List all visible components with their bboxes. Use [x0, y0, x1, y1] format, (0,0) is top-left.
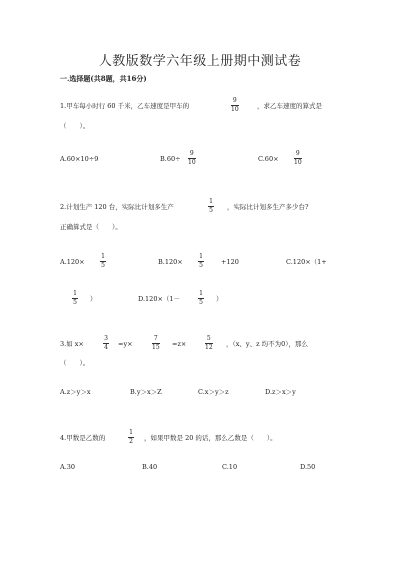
q3-fraction-1	[103, 335, 109, 351]
q3-fraction-3-den: 12	[205, 344, 213, 351]
q2-option-d-fraction	[198, 290, 204, 306]
q4-fraction	[128, 429, 134, 445]
q2-option-a-fraction-num: 1	[101, 253, 105, 260]
q3-option-c[interactable]: C.x＞y＞z	[198, 388, 229, 396]
page-title: 人教版数学六年级上册期中测试卷	[98, 54, 302, 69]
q2-option-b[interactable]: B.120×	[158, 258, 183, 266]
q2-option-d-fraction-den: 5	[199, 299, 203, 306]
q1-fraction-den: 10	[231, 106, 239, 113]
q3-fraction-1-den: 4	[104, 344, 108, 351]
q4-option-a[interactable]: A.30	[60, 463, 76, 471]
q2-fraction-den: 5	[209, 207, 213, 214]
q2-option-b-fraction-num: 1	[199, 253, 203, 260]
q3-option-b[interactable]: B.y＞x＞Z	[130, 388, 162, 396]
q2-option-b-fraction-den: 5	[199, 262, 203, 269]
q1-option-b[interactable]: B.60÷	[160, 155, 181, 163]
q2-option-c-fraction	[72, 290, 78, 306]
q2-option-d[interactable]: D.120×（1－	[138, 295, 181, 303]
q1-option-b-fraction-num: 9	[189, 150, 194, 157]
q4-option-c[interactable]: C.10	[222, 463, 238, 471]
q3-eq2: =z×	[172, 340, 187, 348]
q2-option-a[interactable]: A.120×	[60, 258, 85, 266]
q2-option-d-fraction-num: 1	[199, 290, 203, 297]
q1-option-c-fraction-num: 9	[295, 150, 300, 157]
q2-option-c-fraction-den: 5	[73, 299, 77, 306]
section-heading: 一.选择题(共8题，共16分)	[60, 74, 147, 83]
q1-option-c[interactable]: C.60×	[258, 155, 279, 163]
q4-fraction-den: 2	[129, 438, 133, 445]
q3-fraction-2-den: 15	[152, 344, 160, 351]
q3-blank: （ ）。	[60, 359, 90, 367]
q4-option-d[interactable]: D.50	[300, 463, 316, 471]
q3-option-a[interactable]: A.z＞y＞x	[60, 388, 91, 396]
q4-stem-a: 4.甲数是乙数的	[60, 434, 106, 442]
q4-stem-b: ，如果甲数是 20 的话，那么乙数是（ ）。	[144, 434, 277, 442]
q2-stem-c: 正确算式是（ ）。	[60, 223, 122, 231]
q2-option-c-tail: ）	[90, 295, 97, 303]
q1-option-c-fraction	[294, 150, 302, 166]
q3-fraction-3	[205, 335, 213, 351]
q3-stem-b: ，（x、y、z 均不为0），那么	[226, 340, 308, 348]
q1-stem-a: 1.甲车每小时行 60 千米，乙车速度是甲车的	[60, 102, 190, 110]
q4-fraction-num: 1	[129, 429, 133, 436]
q2-fraction	[208, 198, 214, 214]
q2-option-c[interactable]: C.120×（1+	[286, 258, 327, 266]
q1-fraction	[231, 97, 239, 113]
q2-option-b-fraction	[198, 253, 204, 269]
q2-option-b-tail: +120	[221, 258, 239, 266]
q1-option-b-fraction	[188, 150, 196, 166]
q3-stem-a: 3.如 x×	[60, 340, 84, 348]
q1-option-b-fraction-den: 10	[188, 159, 196, 166]
q3-fraction-1-num: 3	[104, 335, 108, 342]
q1-option-a[interactable]: A.60×10÷9	[60, 155, 99, 163]
q2-option-a-fraction	[100, 253, 106, 269]
q3-option-d[interactable]: D.z＞x＞y	[265, 388, 296, 396]
q1-option-c-fraction-den: 10	[294, 159, 302, 166]
q2-fraction-num: 1	[209, 198, 213, 205]
q2-option-c-fraction-num: 1	[73, 290, 77, 297]
q2-stem-a: 2.计划生产 120 台，实际比计划多生产	[60, 203, 174, 211]
q3-eq1: =y×	[118, 340, 133, 348]
q4-option-b[interactable]: B.40	[142, 463, 158, 471]
q3-fraction-2	[152, 335, 160, 351]
q1-blank: （ ）。	[60, 122, 90, 130]
q2-option-d-tail: ）	[216, 295, 223, 303]
q2-stem-b: ，实际比计划多生产多少台?	[227, 203, 309, 211]
q3-fraction-2-num: 7	[153, 335, 158, 342]
q1-stem-b: ，求乙车速度的算式是	[257, 102, 322, 110]
q1-fraction-num: 9	[232, 97, 237, 104]
q2-option-a-fraction-den: 5	[101, 262, 105, 269]
q3-fraction-3-num: 5	[206, 335, 211, 342]
